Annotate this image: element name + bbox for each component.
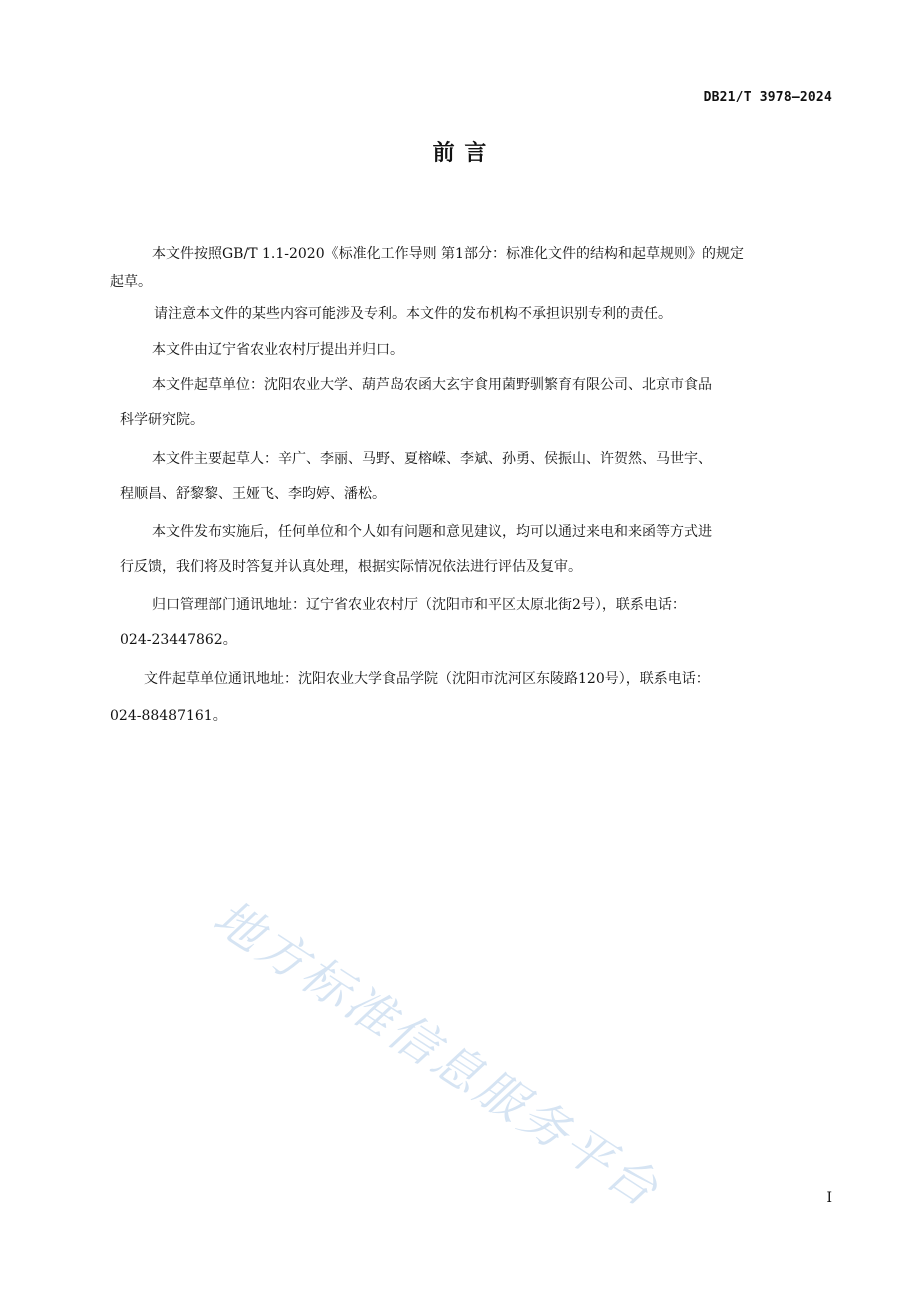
paragraph-1-line-2: 起草。 [110, 274, 152, 290]
document-code: DB21/T 3978—2024 [703, 90, 832, 105]
page-number: I [826, 1190, 832, 1206]
page-title: 前 言 [432, 141, 488, 166]
paragraph-1-line-1: 本文件按照GB/T 1.1-2020《标准化工作导则 第1部分：标准化文件的结构和起草规则》的规定 [152, 246, 744, 262]
paragraph-7-line-1: 归口管理部门通讯地址：辽宁省农业农村厅（沈阳市和平区太原北街2号），联系电话： [152, 597, 686, 613]
paragraph-6-line-1: 本文件发布实施后，任何单位和个人如有问题和意见建议，均可以通过来电和来函等方式进 [152, 524, 712, 540]
paragraph-5-line-2: 程顺昌、舒黎黎、王娅飞、李昀婷、潘松。 [120, 486, 386, 502]
paragraph-3-line-1: 本文件由辽宁省农业农村厅提出并归口。 [152, 342, 404, 358]
watermark-text: 地方标准信息服务平台 [203, 889, 671, 1220]
paragraph-8-line-2: 024-88487161。 [110, 708, 227, 724]
paragraph-4-line-1: 本文件起草单位：沈阳农业大学、葫芦岛农函大玄宇食用菌野驯繁育有限公司、北京市食品 [152, 377, 712, 393]
paragraph-6-line-2: 行反馈，我们将及时答复并认真处理，根据实际情况依法进行评估及复审。 [120, 559, 582, 575]
paragraph-4-line-2: 科学研究院。 [120, 412, 204, 428]
paragraph-7-line-2: 024-23447862。 [120, 632, 237, 648]
paragraph-2-line-1: 请注意本文件的某些内容可能涉及专利。本文件的发布机构不承担识别专利的责任。 [154, 306, 672, 322]
paragraph-5-line-1: 本文件主要起草人：辛广、李丽、马野、夏榕嵘、李斌、孙勇、侯振山、许贺然、马世宇、 [152, 451, 712, 467]
paragraph-8-line-1: 文件起草单位通讯地址：沈阳农业大学食品学院（沈阳市沈河区东陵路120号），联系电话： [144, 671, 710, 687]
